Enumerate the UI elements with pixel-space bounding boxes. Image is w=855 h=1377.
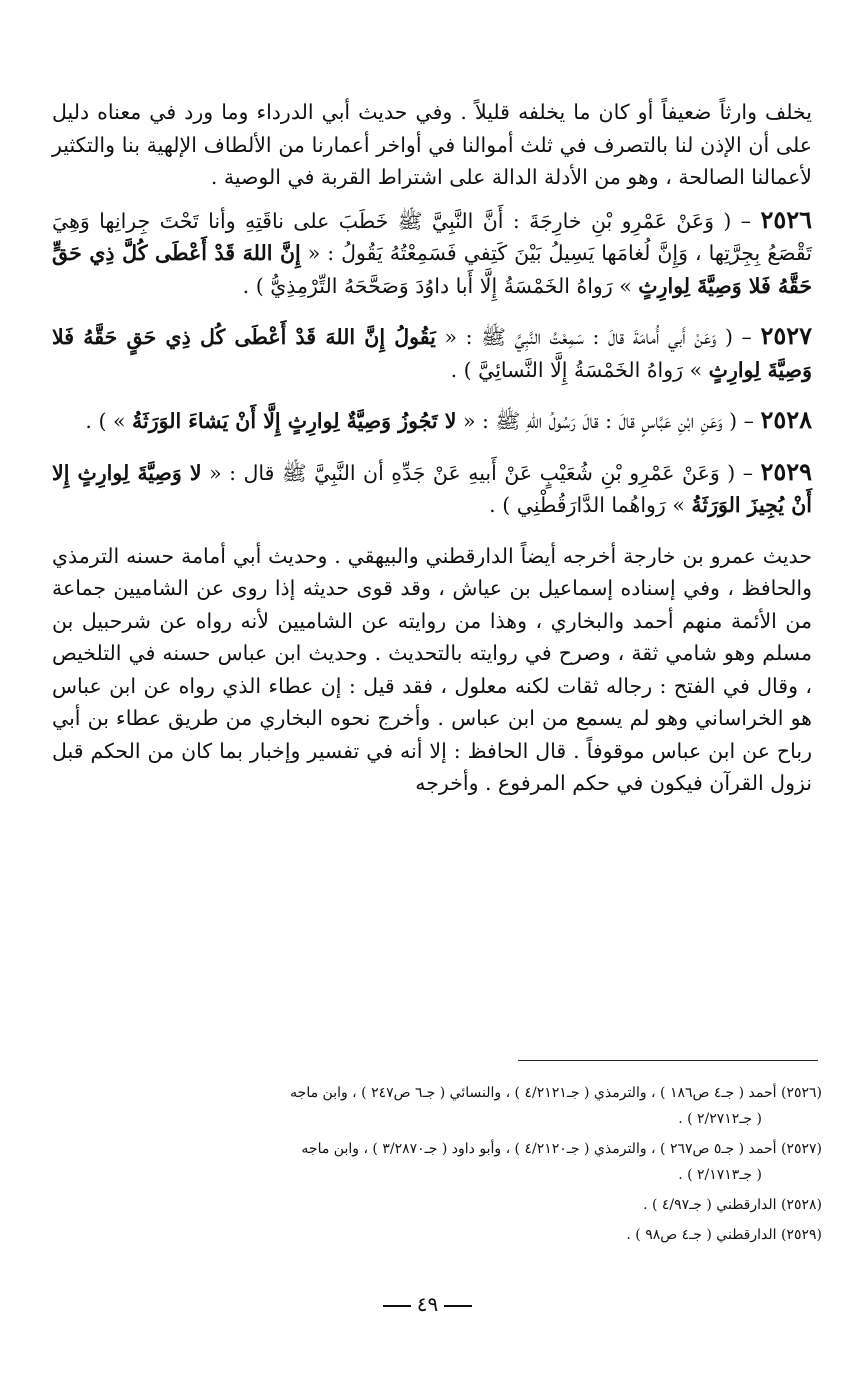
hadith-quote: إِنَّ اللهَ قَدْ أَعْطَى كُلَّ ذِي حَقٍّ حَقَّهُ فَلا وَصِيَّةَ لِوارِثٍ [52,241,812,298]
hadith-text: – ( وَعَنْ عَمْرِو بْنِ خارِجَةَ : أَنَّ النَّبِيَّ ﷺ خَطَبَ على ناقَتِهِ وأنا تَحْتَ جِرانِها وَهِيَ تَقْصَعُ بِجِرَّتِها ، وَإِنَّ لُغامَها يَسِيلُ بَيْنَ كَتِفي فَسَمِعْتُهُ يَقُولُ : « [52,208,812,265]
commentary-paragraph: حديث عمرو بن خارجة أخرجه أيضاً الدارقطني والبيهقي . وحديث أبي أمامة حسنه الترمذي والحافظ ، وفي إسناده إسماعيل بن عياش ، وقد قوى حديثه إذا روى عن الشاميين جماعة من الأئمة منهم أحمد والبخاري ، وهذا من روايته عن الشاميين لأنه رواه عن شرحبيل بن مسلم وهو شامي ثقة ، وصرح في روايته بالتحديث . وحديث ابن عباس حسنه في التلخيص ، وقال في الفتح : رجاله ثقات لكنه معلول ، فقد قيل : إن عطاء الذي رواه عن ابن عباس هو الخراساني وهو لم يسمع من ابن عباس . وأخرج نحوه البخاري من طريق عطاء بن أبي رباح عن ابن عباس موقوفاً . قال الحافظ : إلا أنه في تفسير وإخبار بما كان من الحكم قبل نزول القرآن فيكون في حكم المرفوع . وأخرجه [52,543,813,795]
footnote-2528 [52,1192,822,1218]
footnote-2527 [52,1136,822,1188]
hadith-text: – ( وَعَنِ ابْنِ عَبَّاسٍ قالَ : قالَ رَسُولُ اللهِ ﷺ : « [456,409,761,433]
footnote-text: أحمد ( جـ٥ ص٢٦٧ ) ، والترمذي ( جـ٤/٢١٢٠ ) ، وأبو داود ( جـ٣/٢٨٧٠ ) ، وابن ماجه [301,1141,777,1157]
hadith-2528 [52,404,812,438]
hadith-source: » ) . [85,409,133,433]
footnotes [52,1080,822,1252]
footnote-text: الدارقطني ( جـ٤/٩٧ ) . [643,1197,777,1213]
footnote-text-cont: ( جـ٢/١٧١٣ ) . [678,1167,762,1183]
page-number-dash [383,1305,411,1307]
hadith-quote: لا تَجُوزُ وَصِيَّةٌ لِوارِثٍ إِلَّا أَنْ يَشاءَ الوَرَثَةُ [132,409,457,433]
hadith-2529 [52,456,812,522]
page-number-dash [444,1305,472,1307]
page-number-value: ٤٩ [416,1292,439,1316]
footnote-ref: (٢٥٢٩) [780,1227,822,1243]
footnote-ref: (٢٥٢٨) [780,1197,822,1213]
footnote-text: الدارقطني ( جـ٤ ص٩٨ ) . [626,1227,777,1243]
hadith-source: » رَواهُ الخَمْسَةُ إِلَّا النَّسائِيَّ ) . [450,357,709,382]
footnote-2526 [52,1080,822,1132]
hadith-quote: لا وَصِيَّةَ لِوارِثٍ إِلا أَنْ يُجِيزَ الوَرَثَةُ [52,460,812,517]
hadith-quote: يَقُولُ إِنَّ اللهَ قَدْ أَعْطَى كُل ذِي حَقٍ حَقَّهُ فَلا وَصِيَّةَ لِوارِثٍ [52,325,812,382]
hadith-source: » رَواهُما الدَّارَقُطْنِي ) . [489,493,692,517]
page-body [52,96,812,810]
footnote-ref: (٢٥٢٧) [780,1141,822,1157]
hadith-text: – ( وَعَنْ عَمْرِو بْنِ شُعَيْبٍ عَنْ أَبيهِ عَنْ جَدِّهِ أن النَّبِيَّ ﷺ قال : « [201,460,761,485]
hadith-number: ٢٥٢٩ [760,456,812,486]
footnote-ref: (٢٥٢٦) [780,1085,822,1101]
footnote-text-cont: ( جـ٢/٢٧١٢ ) . [678,1111,762,1127]
hadith-number: ٢٥٢٨ [760,405,812,434]
intro-paragraph: يخلف وارثاً ضعيفاً أو كان ما يخلفه قليلاً . وفي حديث أبي الدرداء وما ورد في معناه دليل على أن الإذن لنا بالتصرف في ثلث أموالنا في أواخر أعمارنا من الألطاف الإلهية بنا والتكثير لأعمالنا الصالحة ، وهو من الأدلة الدالة على اشتراط القربة في الوصية . [52,100,812,189]
footnote-2529 [52,1222,822,1248]
hadith-number: ٢٥٢٧ [760,321,812,350]
hadith-2526 [52,204,812,303]
hadith-2527 [52,320,812,386]
hadith-text: – ( وَعَنْ أَبي أُمامَةَ قالَ : سَمِعْتُ النَّبِيَّ ﷺ : « [435,325,761,349]
footnote-divider [518,1060,818,1061]
hadith-number: ٢٥٢٦ [760,204,812,234]
hadith-source: » رَواهُ الخَمْسَةُ إِلَّا أَبا داوُدَ وَصَحَّحَهُ التِّرْمِذِيُّ ) . [242,273,639,298]
page-number [0,1292,855,1316]
footnote-text: أحمد ( جـ٤ ص١٨٦ ) ، والترمذي ( جـ٤/٢١٢١ ) ، والنسائي ( جـ٦ ص٢٤٧ ) ، وابن ماجه [290,1085,777,1101]
